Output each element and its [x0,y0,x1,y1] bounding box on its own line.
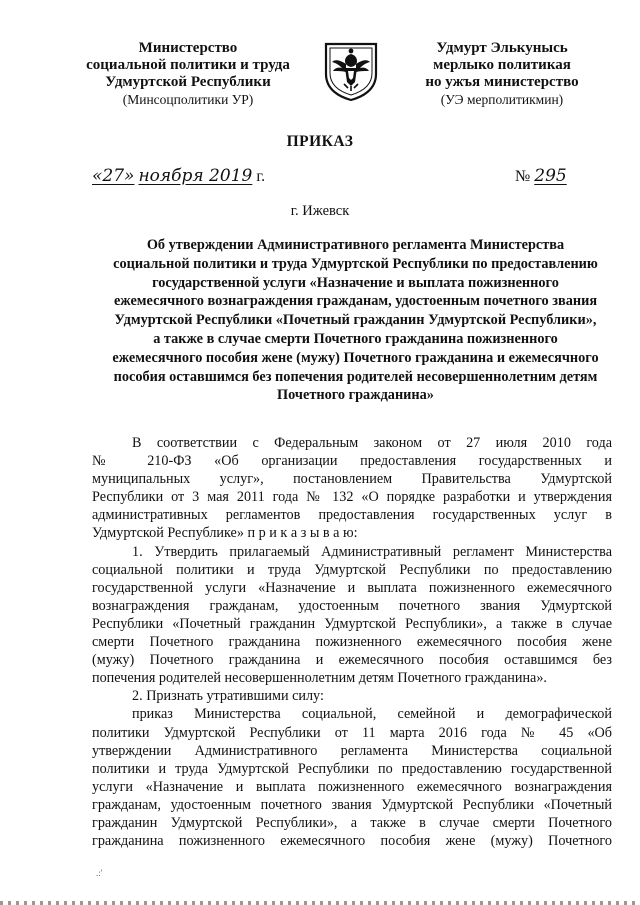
body-line: смерти Почетного гражданина пожизненного ежемесячного пособия жене [92,634,612,651]
body-line: утверждении Административного регламента Министерства социальной [92,742,612,759]
ministry-name-line: мерлыко политикая [433,57,571,73]
scan-edge [0,901,640,905]
body-line: вознаграждения гражданам, удостоенным почетного звания Удмуртской [92,597,612,614]
body-line: 1. Утвердить прилагаемый Административный регламент Министерства [132,543,612,560]
ministry-name-line: но ужъя министерство [425,74,579,90]
subject-line: ежемесячного пособия жене (мужу) Почетного гражданина и ежемесячного [112,349,599,366]
body-line: политики Удмуртской Республики от 11 марта 2016 года № 45 «Об [92,724,612,741]
body-line: административных регламентов предоставления государственных услуг в [92,507,612,524]
body-line: гражданина пожизненного ежемесячного пособия жене (мужу) Почетного [92,833,612,850]
subject-line: пособия оставшимся без попечения родителей несовершеннолетним детям [113,368,598,385]
body-line: гражданин Удмуртской Республики», а также в случае смерти Почетного [92,814,612,831]
subject-line: Удмуртской Республики «Почетный гражданин Удмуртской Республики», [114,312,597,329]
order-number-value: 295 [534,166,567,186]
document-title: ПРИКАЗ [286,133,354,150]
subject-line: социальной политики и труда Удмуртской Республики по предоставлению [113,255,598,272]
ministry-name-line: Удмуртской Республики [105,74,271,90]
ministry-abbreviation: (УЭ мерполитикмин) [440,92,564,107]
body-line: приказ Министерства социальной, семейной и демографической [132,706,612,723]
date-open-quote: « [92,166,103,186]
subject-line: а также в случае смерти Почетного гражданина пожизненного [153,330,558,347]
body-line: социальной политики и труда Удмуртской Республики по предоставлению [92,561,612,578]
subject-line: государственной услуги «Назначение и выплата пожизненного [152,274,559,291]
date-month-year: ноября 2019 [138,166,253,186]
ministry-name-line: Министерство [138,40,238,56]
city: г. Ижевск [290,203,350,219]
body-line: государственной услуги «Назначение и выплата пожизненного ежемесячного [92,579,612,596]
scan-speck: .:' [96,868,103,878]
body-line: услуги «Назначение и выплата пожизненного ежемесячного вознаграждения [92,778,612,795]
body-line: № 210-ФЗ «Об организации предоставления государственных и [92,453,612,470]
order-subject [88,236,623,405]
body-line: Республики от 3 мая 2011 года № 132 «О порядке разработки и утверждения [92,489,612,506]
ministry-name-line: Удмурт Элькунысь [436,40,568,56]
body-line: муниципальных услуг», постановлением Правительства Удмуртской [92,471,612,488]
subject-line: Почетного гражданина» [277,387,434,404]
order-body [92,434,612,850]
ministry-abbreviation: (Минсоцполитики УР) [122,92,254,107]
ministry-name-udmurt [392,40,612,108]
date-close-quote: » [124,166,135,186]
date-day: 27 [102,166,125,186]
body-line: Удмуртской Республике» п р и к а з ы в а ю: [92,525,358,542]
body-line: В соответствии с Федеральным законом от 27 июля 2010 года [132,435,612,451]
body-line: попечения родителей несовершеннолетним детям Почетного гражданина». [92,670,547,687]
order-number-prefix: № [515,168,531,185]
date-year-suffix: г. [256,168,266,185]
body-line: 2. Признать утратившими силу: [132,688,324,705]
udmurt-bird-emblem-icon [322,40,380,102]
body-line: (мужу) Почетного гражданина и ежемесячного пособия оставшимся без [92,652,612,669]
ministry-name-russian [78,40,298,108]
subject-line: ежемесячного вознаграждения гражданам, удостоенным почетного звания [113,293,598,310]
order-date [92,166,265,186]
body-line: гражданам, удостоенным почетного звания Удмуртской Республики «Почетный [92,796,612,813]
ministry-name-line: социальной политики и труда [86,57,290,73]
order-number [515,166,567,186]
body-line: политики и труда Удмуртской Республики по предоставлению государственной [92,760,612,777]
subject-line: Об утверждении Административного регламента Министерства [146,237,565,253]
body-line: Республики «Почетный гражданин Удмуртской Республики», а также в случае [92,615,612,632]
